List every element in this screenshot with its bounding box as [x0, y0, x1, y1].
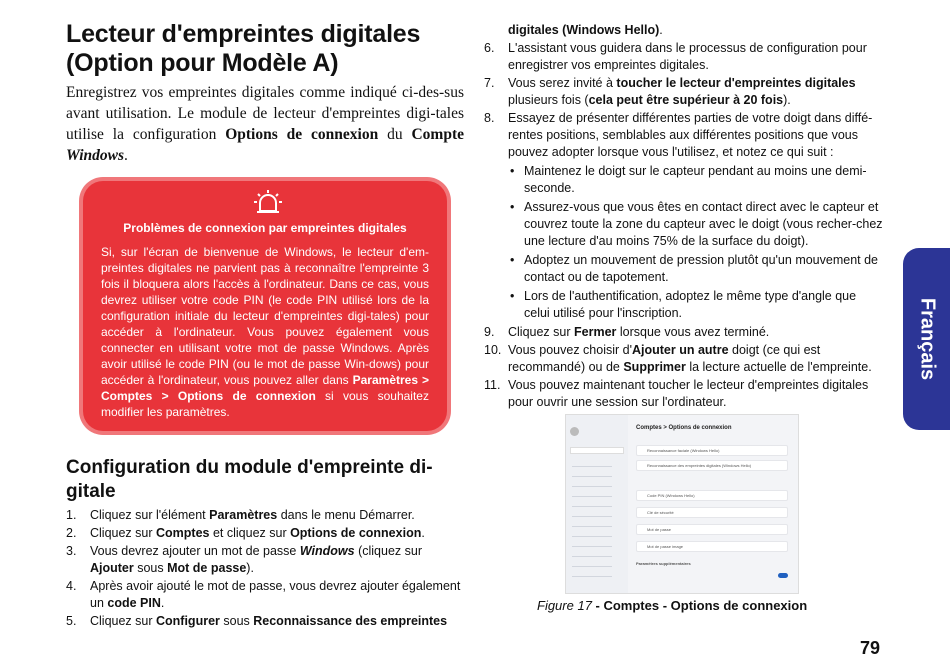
step-text: . — [421, 526, 425, 540]
step-text: plusieurs fois ( — [508, 93, 589, 107]
screenshot-row-label: Mot de passe — [647, 527, 672, 532]
screenshot-row-label: Mot de passe image — [647, 544, 684, 549]
screenshot-row — [636, 445, 788, 456]
step-bold: code PIN — [107, 596, 161, 610]
step-number: 4. — [66, 579, 77, 593]
settings-screenshot — [565, 414, 799, 594]
step-text: Cliquez sur l'élément — [90, 508, 210, 522]
warning-text-path: Paramètres > Comptes > Options de connexion — [101, 373, 429, 403]
step-bold: Ajouter — [90, 561, 134, 575]
step-1 — [66, 507, 466, 524]
step-number: 7. — [484, 76, 495, 90]
step-bold: Comptes — [156, 526, 210, 540]
intro-text-2: du — [378, 126, 412, 143]
step-5 — [66, 613, 466, 630]
step-4 — [66, 578, 466, 612]
avatar — [570, 427, 579, 436]
step-bold: Supprimer — [623, 360, 686, 374]
screenshot-row — [636, 524, 788, 535]
screenshot-row — [636, 490, 788, 501]
step-text: doigt (ce qui est recommandé) ou de — [508, 343, 821, 374]
step-number: 2. — [66, 526, 77, 540]
step-10 — [484, 342, 884, 376]
step-text: lorsque vous avez terminé. — [616, 325, 770, 339]
step-text: Vous serez invité à — [508, 76, 617, 90]
step-bold: toucher le lecteur d'empreintes digitales — [616, 76, 856, 90]
screenshot-row — [636, 507, 788, 518]
step-text: sous — [133, 561, 168, 575]
step-9 — [484, 324, 884, 341]
page-title — [66, 20, 464, 78]
intro-bold-options: Options de connexion — [225, 126, 379, 143]
step-6 — [484, 40, 884, 74]
page-number: 79 — [860, 638, 881, 658]
list-item: • Maintenez le doigt sur le capteur pendant au moins une demi-seconde. — [508, 163, 884, 197]
screenshot-search — [570, 447, 624, 454]
title-line-1: Lecteur d'empreintes digitales — [66, 20, 421, 48]
step-text: Vous pouvez choisir d' — [508, 343, 632, 357]
step-bold: Mot de passe — [167, 561, 247, 575]
step-bold: Paramètres — [209, 508, 278, 522]
step-text: Cliquez sur — [508, 325, 574, 339]
step-text: Essayez de présenter différentes parties de votre doigt dans diffé-rentes positions, semblables aux différentes positions que vous pouvez adopter lorsque vous l'utilisez, et notez ce qui suit : — [508, 111, 873, 159]
intro-paragraph — [66, 82, 464, 166]
right-column — [484, 22, 884, 412]
list-item: • Adoptez un mouvement de pression plutôt qu'un mouvement de contact ou de tapotement. — [508, 252, 884, 286]
step-number: 11. — [484, 378, 501, 392]
step-text: L'assistant vous guidera dans le processus de configuration pour enregistrer vos empreintes digitales. — [508, 41, 867, 72]
step-number: 5. — [66, 614, 77, 628]
tips-list — [508, 163, 884, 322]
warning-text-body: Si, sur l'écran de bienvenue de Windows, le lecteur d'em-preintes digitales ne parvient pas à reconnaître l'empreinte 3 fois il bloquera alors l'accès à l'ordinateur. Dans ce cas, vous devrez utiliser votre code PIN (le code PIN utilisé lors de la configuration initiale du lecteur d'empreintes digi-tales) pour accéder à l'ordinateur. Vous pouvez également vous connecter en utilisant votre mot de passe Windows. Après avoir utilisé le code PIN (ou le mot de passe Win-dows) pour accéder à l'ordinateur, vous pouvez aller dans — [101, 245, 429, 387]
step-text: dans le menu Démarrer. — [277, 508, 415, 522]
warning-box — [83, 181, 447, 431]
warning-text — [101, 244, 429, 420]
step-text: et cliquez sur — [209, 526, 291, 540]
step-number: 8. — [484, 111, 495, 125]
screenshot-row-label: Reconnaissance des empreintes digitales (Windows Hello) — [647, 463, 752, 468]
step-bold: Fermer — [574, 325, 617, 339]
title-line-2: (Option pour Modèle A) — [66, 49, 339, 77]
screenshot-nav-items — [572, 460, 612, 578]
step-text: la lecture actuelle de l'empreinte. — [685, 360, 872, 374]
step-11 — [484, 377, 884, 411]
step-bold: Ajouter un autre — [632, 343, 729, 357]
step-number: 6. — [484, 41, 495, 55]
screenshot-header: Comptes > Options de connexion — [636, 425, 732, 431]
step-text: Cliquez sur — [90, 614, 156, 628]
intro-text: Enregistrez vos empreintes digitales comme indiqué ci-des-sus avant utilisation. Le module de lecteur d'empreintes digi-tales utilise la configuration — [66, 84, 464, 143]
screenshot-row — [636, 541, 788, 552]
language-tab-label: Français — [916, 297, 938, 381]
step-text: Cliquez sur — [90, 526, 156, 540]
step-2 — [66, 525, 466, 542]
step-number: 3. — [66, 544, 77, 558]
step-number: 1. — [66, 508, 77, 522]
step-text: Vous pouvez maintenant toucher le lecteur d'empreintes digitales pour ouvrir une session sur l'ordinateur. — [508, 378, 869, 409]
step-bold: Options de connexion — [290, 526, 422, 540]
warning-text-end: si vous souhaitez modifier les paramètres. — [101, 389, 429, 419]
step-text: sous — [219, 614, 254, 628]
step-text: . — [659, 23, 663, 37]
figure-caption — [537, 598, 807, 613]
screenshot-footer: Paramètres supplémentaires — [636, 561, 691, 566]
section-subtitle: Configuration du module d'empreinte di-gitale — [66, 457, 433, 502]
left-column — [66, 20, 464, 166]
step-text: ). — [246, 561, 254, 575]
steps-left — [66, 507, 466, 631]
step-text: Après avoir ajouté le mot de passe, vous devrez ajouter également un — [90, 579, 461, 610]
intro-bold-compte: Compte — [411, 126, 464, 143]
screenshot-sidebar — [566, 415, 628, 593]
step-text: (cliquez sur — [354, 544, 422, 558]
step-bold: digitales (Windows Hello) — [508, 23, 660, 37]
step-number: 9. — [484, 325, 495, 339]
screenshot-row-label: Clé de sécurité — [647, 510, 674, 515]
warning-alarm-icon — [253, 189, 283, 217]
intro-bold-windows: Windows — [66, 147, 125, 164]
list-item: • Lors de l'authentification, adoptez le même type d'angle que celui utilisé pour l'inscription. — [508, 288, 884, 322]
step-bold-italic: Windows — [299, 544, 355, 558]
figure-title: - Comptes - Options de connexion — [591, 598, 808, 613]
screenshot-row-label: Reconnaissance faciale (Windows Hello) — [647, 448, 720, 453]
step-text: Vous devrez ajouter un mot de passe — [90, 544, 300, 558]
step-bold: Reconnaissance des empreintes — [253, 614, 448, 628]
step-3 — [66, 543, 466, 577]
step-bold: cela peut être supérieur à 20 fois — [588, 93, 784, 107]
step-text: . — [160, 596, 165, 610]
language-tab — [903, 248, 950, 430]
step-bold: Configurer — [156, 614, 220, 628]
figure-number: Figure 17 — [537, 598, 592, 613]
warning-title: Problèmes de connexion par empreintes digitales — [123, 221, 407, 235]
toggle-icon — [778, 573, 788, 578]
step-7 — [484, 75, 884, 109]
screenshot-row — [636, 460, 788, 471]
list-item: • Assurez-vous que vous êtes en contact direct avec le capteur et couvrez toute la zone du capteur avec le doigt (vous recher-chez une lecture d'au moins 75% de la surface du doigt). — [508, 199, 884, 250]
screenshot-row-label: Code PIN (Windows Hello) — [647, 493, 695, 498]
step-number: 10. — [484, 343, 502, 357]
intro-period: . — [124, 147, 128, 164]
step-8 — [484, 110, 884, 322]
step-text: ). — [783, 93, 791, 107]
step-5-continued — [484, 22, 884, 39]
